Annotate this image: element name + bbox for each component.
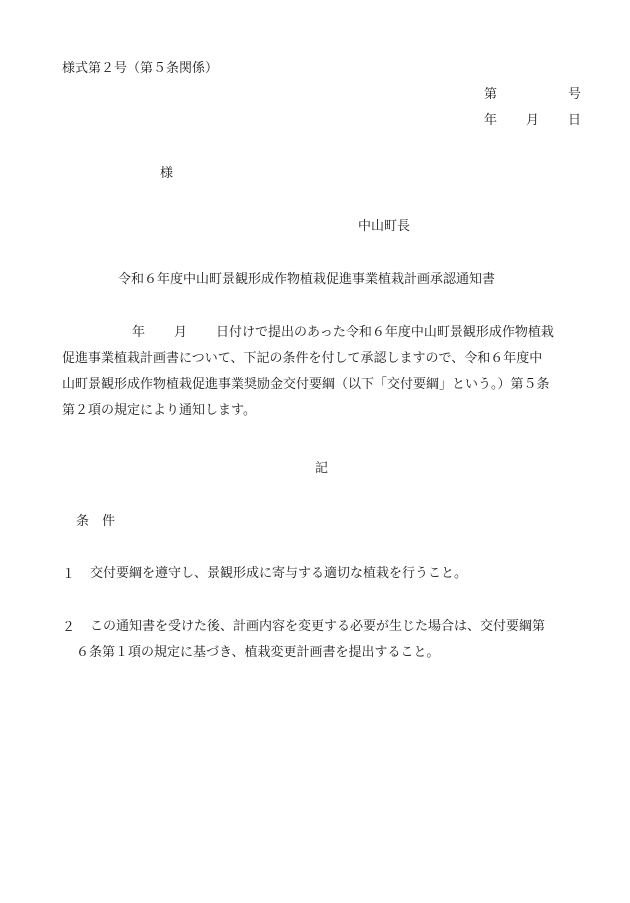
conditions-heading: 条 件 xyxy=(76,514,116,529)
doc-number-prefix: 第 xyxy=(484,87,498,102)
form-number: 様式第２号（第５条関係） xyxy=(62,61,219,76)
body-line-4: 第２項の規定により通知します。 xyxy=(62,403,256,418)
condition-2-line-2: ６条第１項の規定に基づき、植栽変更計画書を提出すること。 xyxy=(76,645,440,660)
condition-2-line-1: この通知書を受けた後、計画内容を変更する必要が生じた場合は、交付要綱第 xyxy=(90,619,546,634)
document-title: 令和６年度中山町景観形成作物植栽促進事業植栽計画承認通知書 xyxy=(118,272,496,287)
doc-number-suffix: 号 xyxy=(568,87,582,102)
condition-2-continuation xyxy=(76,640,439,666)
condition-1-line-1: 交付要綱を遵守し、景観形成に寄与する適切な植栽を行うこと。 xyxy=(90,566,468,581)
body-month-label: 月 xyxy=(174,325,188,340)
date-month: 月 xyxy=(526,113,540,128)
body-line-3: 山町景観形成作物植栽促進事業奨励金交付要綱（以下「交付要綱」という。）第５条 xyxy=(62,377,550,392)
condition-2-text xyxy=(90,614,545,640)
ki-heading: 記 xyxy=(315,461,329,476)
date-day: 日 xyxy=(568,113,582,128)
condition-1-text xyxy=(90,561,467,587)
body-paragraph xyxy=(62,320,584,424)
addressee-suffix: 様 xyxy=(160,166,174,181)
body-line-1-text: 日付けで提出のあった令和６年度中山町景観形成作物植栽 xyxy=(216,325,554,340)
condition-1-number: １ xyxy=(62,567,76,582)
sender: 中山町長 xyxy=(358,219,411,234)
body-year-label: 年 xyxy=(132,325,146,340)
date-year: 年 xyxy=(484,113,498,128)
body-line-2: 促進事業植栽計画書について、下記の条件を付して承認しますので、令和６年度中 xyxy=(62,351,543,366)
body-line-1 xyxy=(62,320,584,346)
condition-2-number: ２ xyxy=(62,620,76,635)
